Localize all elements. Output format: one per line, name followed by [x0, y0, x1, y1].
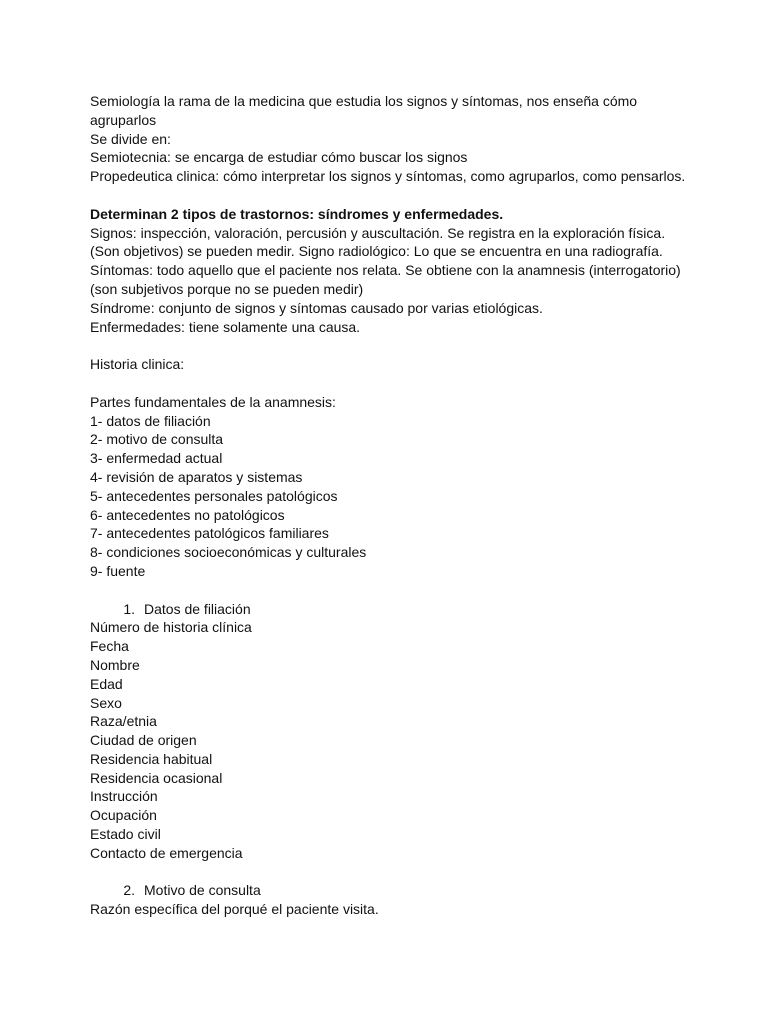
trastornos-heading: Determinan 2 tipos de trastornos: síndromes y enfermedades. [90, 205, 504, 222]
filiacion-item: Instrucción [90, 788, 158, 805]
filiacion-heading [90, 600, 690, 619]
filiacion-item: Ciudad de origen [90, 732, 197, 749]
spacer [90, 374, 690, 393]
spacer [90, 581, 690, 600]
spacer [90, 336, 690, 355]
anamnesis-item: 3- enfermedad actual [90, 450, 223, 467]
trastornos-line: Síndrome: conjunto de signos y síntomas causado por varias etiológicas. [90, 299, 543, 316]
anamnesis-item: 7- antecedentes patológicos familiares [90, 525, 329, 542]
anamnesis-item: 1- datos de filiación [90, 412, 211, 429]
spacer [90, 186, 690, 205]
trastornos-line: Enfermedades: tiene solamente una causa. [90, 318, 361, 335]
filiacion-item: Residencia habitual [90, 750, 213, 767]
filiacion-item: Residencia ocasional [90, 769, 223, 786]
anamnesis-item: 4- revisión de aparatos y sistemas [90, 468, 303, 485]
historia-title: Historia clinica: [90, 356, 185, 373]
filiacion-item: Sexo [90, 694, 122, 711]
filiacion-item: Número de historia clínica [90, 619, 252, 636]
intro-line: Semiología la rama de la medicina que estudia los signos y síntomas, nos enseña cómo [90, 93, 638, 109]
trastornos-line: (son subjetivos porque no se pueden medir) [90, 280, 364, 297]
trastornos-line: Síntomas: todo aquello que el paciente nos relata. Se obtiene con la anamnesis (interrogatorio) [90, 262, 681, 279]
motivo-text: Razón específica del porqué el paciente visita. [90, 901, 379, 918]
spacer [90, 863, 690, 882]
intro-line: agruparlos [90, 111, 157, 128]
anamnesis-item: 9- fuente [90, 562, 146, 579]
filiacion-item: Estado civil [90, 826, 161, 843]
anamnesis-item: 8- condiciones socioeconómicas y culturales [90, 544, 367, 561]
anamnesis-item: 6- antecedentes no patológicos [90, 506, 285, 523]
motivo-heading [90, 881, 690, 900]
document-content [90, 92, 690, 919]
trastornos-line: (Son objetivos) se pueden medir. Signo radiológico: Lo que se encuentra en una radiografía. [90, 243, 663, 260]
filiacion-item: Contacto de emergencia [90, 844, 243, 861]
intro-line: Propedeutica clinica: cómo interpretar los signos y síntomas, como agruparlos, como pensarlos. [90, 168, 686, 185]
anamnesis-intro: Partes fundamentales de la anamnesis: [90, 393, 336, 410]
filiacion-item: Nombre [90, 656, 140, 673]
list-number: 2. [123, 882, 135, 899]
filiacion-heading-label: Datos de filiación [144, 600, 251, 617]
filiacion-item: Ocupación [90, 807, 157, 824]
filiacion-item: Raza/etnia [90, 713, 157, 730]
trastornos-line: Signos: inspección, valoración, percusión y auscultación. Se registra en la exploración física. [90, 224, 666, 241]
filiacion-item: Fecha [90, 638, 129, 655]
anamnesis-item: 5- antecedentes personales patológicos [90, 487, 338, 504]
intro-line: Se divide en: [90, 130, 171, 147]
list-number: 1. [123, 600, 135, 617]
motivo-heading-label: Motivo de consulta [144, 882, 261, 899]
intro-line: Semiotecnia: se encarga de estudiar cómo buscar los signos [90, 149, 468, 166]
anamnesis-item: 2- motivo de consulta [90, 431, 224, 448]
filiacion-item: Edad [90, 675, 123, 692]
